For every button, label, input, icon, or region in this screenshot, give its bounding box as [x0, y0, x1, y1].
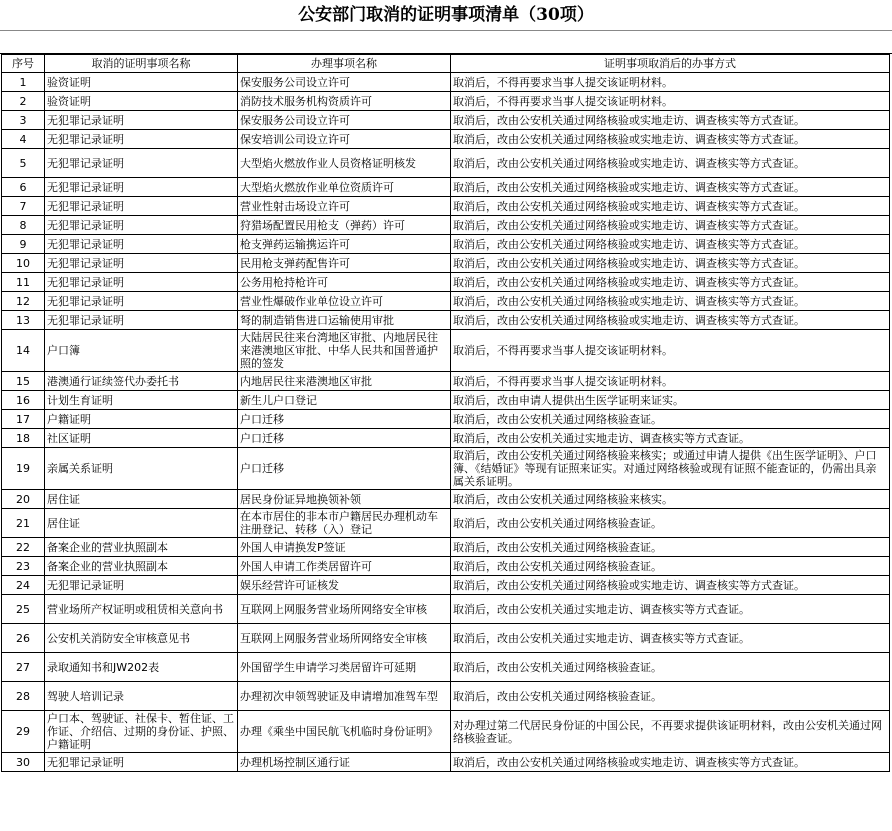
cell-item-name: 内地居民往来港澳地区审批: [238, 372, 451, 391]
table-row: [2, 111, 890, 130]
cell-cert-name: 无犯罪记录证明: [45, 273, 238, 292]
cell-no: 16: [2, 391, 45, 410]
cell-cert-name: 无犯罪记录证明: [45, 576, 238, 595]
cell-no: 5: [2, 149, 45, 178]
cell-method: 取消后，改由公安机关通过网络核验或实地走访、调查核实等方式查证。: [451, 273, 890, 292]
cell-cert-name: 无犯罪记录证明: [45, 292, 238, 311]
table-row: [2, 235, 890, 254]
cell-method: 取消后，改由公安机关通过网络核验或实地走访、调查核实等方式查证。: [451, 111, 890, 130]
cell-method: 取消后，改由公安机关通过网络核验查证。: [451, 557, 890, 576]
table-row: [2, 273, 890, 292]
cell-item-name: 外国留学生申请学习类居留许可延期: [238, 653, 451, 682]
cell-cert-name: 户口本、驾驶证、社保卡、暂住证、工作证、介绍信、过期的身份证、护照、户籍证明: [45, 711, 238, 753]
cell-method: 取消后，改由公安机关通过网络核验或实地走访、调查核实等方式查证。: [451, 178, 890, 197]
cell-item-name: 办理机场控制区通行证: [238, 753, 451, 772]
cell-item-name: 消防技术服务机构资质许可: [238, 92, 451, 111]
cell-method: 取消后，改由公安机关通过实地走访、调查核实等方式查证。: [451, 429, 890, 448]
cell-no: 30: [2, 753, 45, 772]
cell-no: 15: [2, 372, 45, 391]
cell-cert-name: 户口簿: [45, 330, 238, 372]
certificate-table: [1, 54, 890, 772]
cell-cert-name: 居住证: [45, 509, 238, 538]
cell-item-name: 公务用枪持枪许可: [238, 273, 451, 292]
cell-no: 14: [2, 330, 45, 372]
table-row: [2, 73, 890, 92]
cell-cert-name: 验资证明: [45, 73, 238, 92]
cell-no: 18: [2, 429, 45, 448]
cell-cert-name: 备案企业的营业执照副本: [45, 557, 238, 576]
cell-cert-name: 计划生育证明: [45, 391, 238, 410]
table-row: [2, 130, 890, 149]
cell-item-name: 办理初次申领驾驶证及申请增加准驾车型: [238, 682, 451, 711]
cell-item-name: 民用枪支弹药配售许可: [238, 254, 451, 273]
table-row: [2, 410, 890, 429]
cell-item-name: 户口迁移: [238, 429, 451, 448]
table-row: [2, 216, 890, 235]
cell-method: 取消后，改由公安机关通过网络核验或实地走访、调查核实等方式查证。: [451, 254, 890, 273]
cell-cert-name: 户籍证明: [45, 410, 238, 429]
cell-item-name: 营业性射击场设立许可: [238, 197, 451, 216]
cell-item-name: 大陆居民往来台湾地区审批、内地居民往来港澳地区审批、中华人民共和国普通护照的签发: [238, 330, 451, 372]
cell-item-name: 弩的制造销售进口运输使用审批: [238, 311, 451, 330]
cell-item-name: 大型焰火燃放作业人员资格证明核发: [238, 149, 451, 178]
cell-item-name: 娱乐经营许可证核发: [238, 576, 451, 595]
cell-no: 21: [2, 509, 45, 538]
cell-cert-name: 无犯罪记录证明: [45, 197, 238, 216]
cell-no: 11: [2, 273, 45, 292]
cell-item-name: 枪支弹药运输携运许可: [238, 235, 451, 254]
table-row: [2, 653, 890, 682]
header-no: 序号: [2, 55, 45, 73]
cell-item-name: 狩猎场配置民用枪支（弹药）许可: [238, 216, 451, 235]
table-row: [2, 448, 890, 490]
blank-row: [0, 31, 892, 54]
cell-no: 27: [2, 653, 45, 682]
table-row: [2, 557, 890, 576]
cell-no: 8: [2, 216, 45, 235]
cell-item-name: 营业性爆破作业单位设立许可: [238, 292, 451, 311]
cell-item-name: 外国人申请换发P签证: [238, 538, 451, 557]
table-row: [2, 429, 890, 448]
table-body: [2, 73, 890, 772]
cell-cert-name: 录取通知书和JW202表: [45, 653, 238, 682]
cell-method: 取消后，改由公安机关通过网络核验来核实；或通过申请人提供《出生医学证明》、户口簿、《结婚证》等现有证照来证实。对通过网络核验或现有证照不能查证的，仍需出具亲属关系证明。: [451, 448, 890, 490]
cell-method: 取消后，改由公安机关通过网络核验或实地走访、调查核实等方式查证。: [451, 235, 890, 254]
cell-cert-name: 港澳通行证续签代办委托书: [45, 372, 238, 391]
header-cert-name: 取消的证明事项名称: [45, 55, 238, 73]
cell-no: 22: [2, 538, 45, 557]
cell-method: 取消后，不得再要求当事人提交该证明材料。: [451, 372, 890, 391]
cell-cert-name: 无犯罪记录证明: [45, 149, 238, 178]
table-row: [2, 391, 890, 410]
cell-no: 4: [2, 130, 45, 149]
cell-item-name: 新生儿户口登记: [238, 391, 451, 410]
cell-method: 取消后，改由申请人提供出生医学证明来证实。: [451, 391, 890, 410]
cell-no: 25: [2, 595, 45, 624]
cell-method: 对办理过第二代居民身份证的中国公民，不再要求提供该证明材料，改由公安机关通过网络核验查证。: [451, 711, 890, 753]
cell-cert-name: 无犯罪记录证明: [45, 311, 238, 330]
table-row: [2, 197, 890, 216]
cell-no: 19: [2, 448, 45, 490]
cell-method: 取消后，不得再要求当事人提交该证明材料。: [451, 92, 890, 111]
cell-item-name: 外国人申请工作类居留许可: [238, 557, 451, 576]
cell-item-name: 户口迁移: [238, 410, 451, 429]
cell-no: 3: [2, 111, 45, 130]
cell-cert-name: 社区证明: [45, 429, 238, 448]
cell-cert-name: 居住证: [45, 490, 238, 509]
table-header-row: [2, 55, 890, 73]
table-row: [2, 149, 890, 178]
cell-cert-name: 无犯罪记录证明: [45, 130, 238, 149]
cell-no: 10: [2, 254, 45, 273]
cell-cert-name: 营业场所产权证明或租赁相关意向书: [45, 595, 238, 624]
cell-method: 取消后，改由公安机关通过网络核验或实地走访、调查核实等方式查证。: [451, 130, 890, 149]
cell-item-name: 保安服务公司设立许可: [238, 73, 451, 92]
table-row: [2, 538, 890, 557]
table-row: [2, 624, 890, 653]
cell-cert-name: 无犯罪记录证明: [45, 216, 238, 235]
cell-cert-name: 无犯罪记录证明: [45, 753, 238, 772]
table-row: [2, 711, 890, 753]
cell-no: 7: [2, 197, 45, 216]
cell-item-name: 户口迁移: [238, 448, 451, 490]
table-row: [2, 490, 890, 509]
cell-no: 12: [2, 292, 45, 311]
cell-no: 17: [2, 410, 45, 429]
table-row: [2, 330, 890, 372]
cell-item-name: 办理《乘坐中国民航飞机临时身份证明》: [238, 711, 451, 753]
cell-method: 取消后，改由公安机关通过网络核验来核实。: [451, 490, 890, 509]
cell-no: 6: [2, 178, 45, 197]
cell-method: 取消后，改由公安机关通过网络核验查证。: [451, 410, 890, 429]
cell-no: 29: [2, 711, 45, 753]
cell-no: 9: [2, 235, 45, 254]
cell-item-name: 互联网上网服务营业场所网络安全审核: [238, 595, 451, 624]
cell-method: 取消后，改由公安机关通过网络核验或实地走访、调查核实等方式查证。: [451, 311, 890, 330]
cell-method: 取消后，改由公安机关通过网络核验或实地走访、调查核实等方式查证。: [451, 576, 890, 595]
cell-cert-name: 无犯罪记录证明: [45, 111, 238, 130]
table-row: [2, 682, 890, 711]
cell-item-name: 互联网上网服务营业场所网络安全审核: [238, 624, 451, 653]
cell-no: 13: [2, 311, 45, 330]
cell-no: 28: [2, 682, 45, 711]
cell-no: 20: [2, 490, 45, 509]
table-row: [2, 509, 890, 538]
table-row: [2, 753, 890, 772]
cell-item-name: 居民身份证异地换领补领: [238, 490, 451, 509]
cell-cert-name: 亲属关系证明: [45, 448, 238, 490]
cell-cert-name: 备案企业的营业执照副本: [45, 538, 238, 557]
table-row: [2, 595, 890, 624]
cell-method: 取消后，改由公安机关通过实地走访、调查核实等方式查证。: [451, 624, 890, 653]
cell-method: 取消后，改由公安机关通过网络核验或实地走访、调查核实等方式查证。: [451, 753, 890, 772]
cell-method: 取消后，改由公安机关通过网络核验查证。: [451, 682, 890, 711]
cell-no: 26: [2, 624, 45, 653]
header-method: 证明事项取消后的办事方式: [451, 55, 890, 73]
cell-no: 2: [2, 92, 45, 111]
table-row: [2, 576, 890, 595]
cell-cert-name: 驾驶人培训记录: [45, 682, 238, 711]
table-row: [2, 92, 890, 111]
cell-item-name: 保安培训公司设立许可: [238, 130, 451, 149]
cell-method: 取消后，改由公安机关通过网络核验查证。: [451, 538, 890, 557]
cell-no: 23: [2, 557, 45, 576]
page-title: 公安部门取消的证明事项清单（30项）: [0, 0, 892, 31]
table-row: [2, 292, 890, 311]
cell-item-name: 大型焰火燃放作业单位资质许可: [238, 178, 451, 197]
cell-method: 取消后，不得再要求当事人提交该证明材料。: [451, 73, 890, 92]
table-row: [2, 178, 890, 197]
table-row: [2, 254, 890, 273]
cell-method: 取消后，改由公安机关通过网络核验或实地走访、调查核实等方式查证。: [451, 216, 890, 235]
cell-item-name: 在本市居住的非本市户籍居民办理机动车注册登记、转移（入）登记: [238, 509, 451, 538]
cell-method: 取消后，改由公安机关通过网络核验或实地走访、调查核实等方式查证。: [451, 149, 890, 178]
cell-cert-name: 无犯罪记录证明: [45, 254, 238, 273]
cell-cert-name: 验资证明: [45, 92, 238, 111]
cell-method: 取消后，改由公安机关通过网络核验查证。: [451, 509, 890, 538]
cell-cert-name: 无犯罪记录证明: [45, 178, 238, 197]
cell-method: 取消后，改由公安机关通过网络核验或实地走访、调查核实等方式查证。: [451, 292, 890, 311]
table-row: [2, 311, 890, 330]
cell-cert-name: 公安机关消防安全审核意见书: [45, 624, 238, 653]
table-row: [2, 372, 890, 391]
cell-method: 取消后，不得再要求当事人提交该证明材料。: [451, 330, 890, 372]
cell-cert-name: 无犯罪记录证明: [45, 235, 238, 254]
cell-method: 取消后，改由公安机关通过实地走访、调查核实等方式查证。: [451, 595, 890, 624]
cell-method: 取消后，改由公安机关通过网络核验或实地走访、调查核实等方式查证。: [451, 197, 890, 216]
cell-no: 24: [2, 576, 45, 595]
cell-item-name: 保安服务公司设立许可: [238, 111, 451, 130]
cell-method: 取消后，改由公安机关通过网络核验查证。: [451, 653, 890, 682]
cell-no: 1: [2, 73, 45, 92]
header-item-name: 办理事项名称: [238, 55, 451, 73]
